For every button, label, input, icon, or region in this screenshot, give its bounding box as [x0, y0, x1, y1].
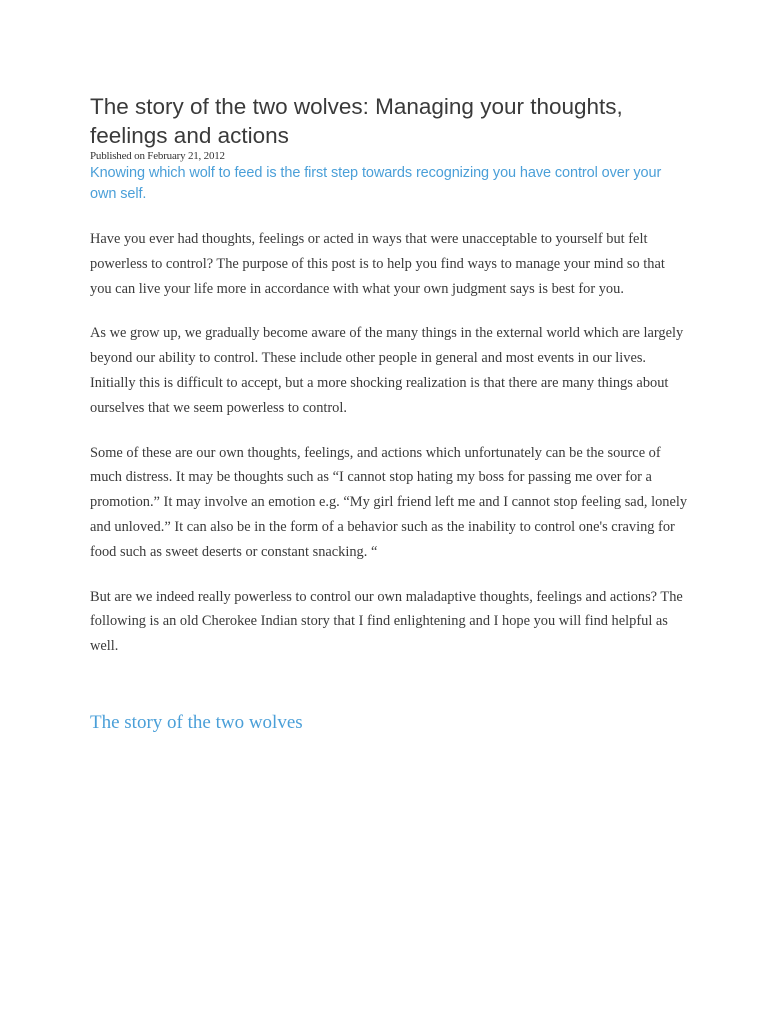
article-title: The story of the two wolves: Managing your thoughts, feelings and actions — [90, 94, 623, 148]
published-date: Published on February 21, 2012 — [90, 150, 225, 162]
article-subtitle: Knowing which wolf to feed is the first step towards recognizing you have control over your own self. — [90, 165, 662, 202]
paragraph-3: Some of these are our own thoughts, feelings, and actions which unfortunately can be the source of much distress. It may be thoughts such as “I cannot stop hating my boss for passing me over for a promotion.” It may involve an emotion e.g. “My girl friend left me and I cannot stop feeling sad, lonely and unloved.” It can also be in the form of a behavior such as the inability to control one's craving for food such as sweet deserts or constant snacking. “ — [90, 444, 688, 560]
paragraph-4: But are we indeed really powerless to control our own maladaptive thoughts, feelings and actions? The following is an old Cherokee Indian story that I find enlightening and I hope you will find helpful as well. — [90, 588, 683, 655]
section-heading: The story of the two wolves — [90, 711, 303, 733]
paragraph-2: As we grow up, we gradually become aware of the many things in the external world which are largely beyond our ability to control. These include other people in general and most events in our lives. Initially this is difficult to accept, but a more shocking realization is that there are many things about ourselves that we seem powerless to control. — [90, 325, 684, 416]
paragraph-1: Have you ever had thoughts, feelings or acted in ways that were unacceptable to yourself but felt powerless to control? The purpose of this post is to help you find ways to manage your mind so that you can live your life more in accordance with what your own judgment says is best for you. — [90, 231, 665, 297]
article — [90, 92, 690, 735]
